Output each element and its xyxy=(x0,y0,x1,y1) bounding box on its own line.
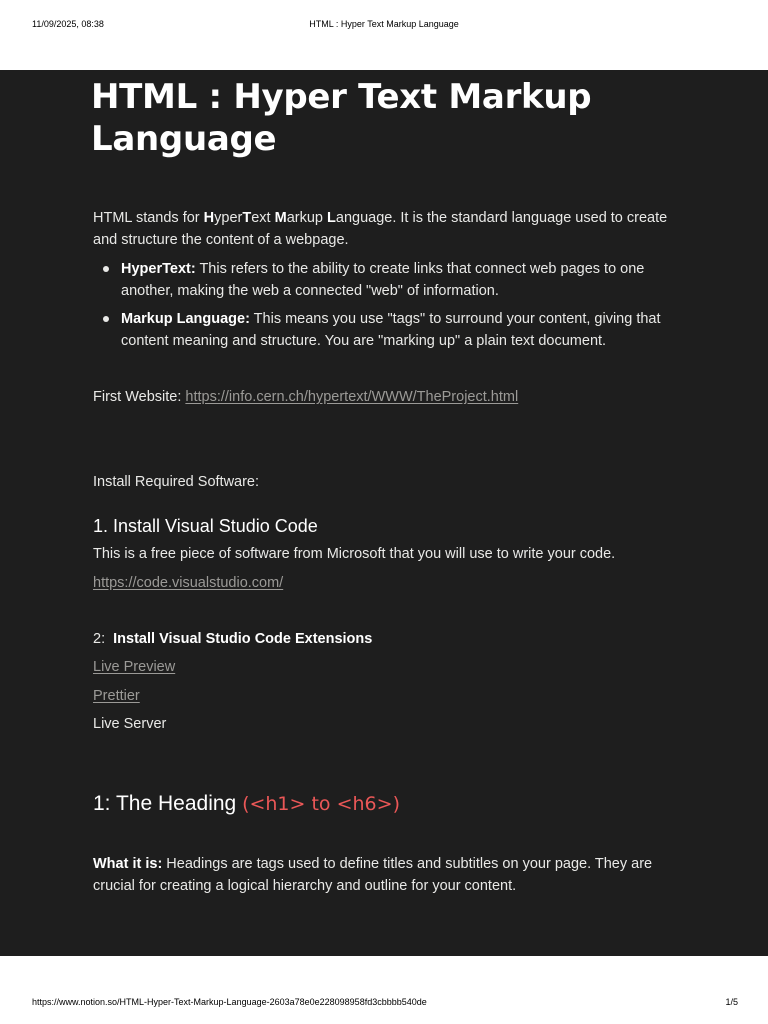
bullet-text: This means you use "tags" to surround your content, giving that content meaning and structure. You are "marking up" a plain text document. xyxy=(121,311,661,349)
print-header xyxy=(0,0,768,70)
bullet-icon xyxy=(103,316,109,322)
live-preview-link[interactable]: Live Preview xyxy=(93,659,176,675)
extension-item-live-server: Live Server xyxy=(93,716,167,732)
section1-heading xyxy=(93,790,400,818)
section1-code: (<h1> to <h6>) xyxy=(242,793,400,815)
print-title: HTML : Hyper Text Markup Language xyxy=(309,19,459,29)
step1-link-line xyxy=(93,572,683,594)
step1-heading: 1. Install Visual Studio Code xyxy=(93,516,318,536)
bullet-term: Markup Language: xyxy=(121,311,250,327)
bullet-term: HyperText: xyxy=(121,261,196,277)
notion-page xyxy=(0,70,768,956)
list-item xyxy=(93,308,683,352)
step2-title: Install Visual Studio Code Extensions xyxy=(113,631,373,647)
list-item xyxy=(93,258,683,302)
print-url: https://www.notion.so/HTML-Hyper-Text-Markup-Language-2603a78e0e228098958fd3cbbbb540de xyxy=(32,997,427,1007)
page-title: HTML : Hyper Text Markup Language xyxy=(91,77,592,159)
bullet-icon xyxy=(103,266,109,272)
page-number: 1/5 xyxy=(725,997,738,1007)
what-it-is-paragraph xyxy=(93,853,683,897)
vscode-link[interactable]: https://code.visualstudio.com/ xyxy=(93,575,284,591)
first-website-line xyxy=(93,386,683,408)
print-footer xyxy=(0,956,768,1024)
first-website-label: First Website: xyxy=(93,389,182,405)
first-website-link[interactable]: https://info.cern.ch/hypertext/WWW/TheProject.html xyxy=(185,389,519,405)
bullet-text: This refers to the ability to create links that connect web pages to one another, making the web a connected "web" of information. xyxy=(121,261,645,299)
print-datetime: 11/09/2025, 08:38 xyxy=(32,19,104,29)
intro-paragraph: HTML stands for HyperText Markup Language. It is the standard language used to create and structure the content of a webpage. xyxy=(93,210,668,248)
step2-heading xyxy=(93,628,683,650)
extension-item[interactable] xyxy=(93,656,683,678)
section1-title: 1: The Heading xyxy=(93,792,237,815)
extension-item[interactable] xyxy=(93,685,683,707)
step2-number: 2: xyxy=(93,631,106,647)
step1-text: This is a free piece of software from Microsoft that you will use to write your code. xyxy=(93,546,616,562)
what-it-is-label: What it is: xyxy=(93,856,163,872)
what-it-is-text: Headings are tags used to define titles and subtitles on your page. They are crucial for creating a logical hierarchy and outline for your content. xyxy=(93,856,653,894)
install-label: Install Required Software: xyxy=(93,474,260,490)
definition-list xyxy=(93,258,683,358)
prettier-link[interactable]: Prettier xyxy=(93,688,140,704)
